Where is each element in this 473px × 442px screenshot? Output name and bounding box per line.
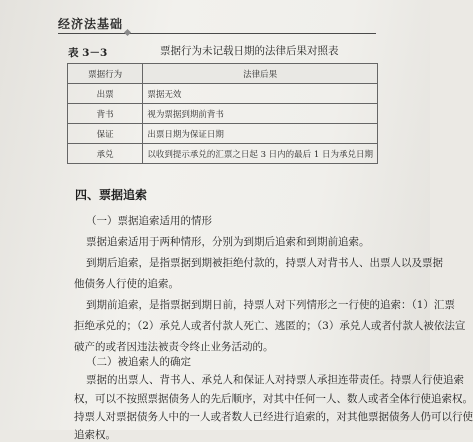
header-rule — [58, 33, 376, 34]
running-header-title: 经济法基础 — [58, 17, 124, 31]
body-line: 他债务人行使的追索。 — [74, 278, 179, 290]
body-line: 票据追索适用于两种情形，分别为到期后追索和到期前追索。 — [86, 236, 370, 248]
table-label: 表 3－3 — [68, 47, 108, 59]
body-line: 到期前追索，是指票据到期日前，持票人对下列情形之一行使的追索：（1）汇票 — [86, 299, 455, 311]
table-header-row — [68, 64, 378, 84]
table-row — [68, 144, 378, 164]
header-ornament-icon — [124, 29, 131, 36]
cell-action: 承兑 — [68, 144, 143, 164]
cell-result: 出票日期为保证日期 — [143, 124, 378, 144]
table-row — [68, 124, 378, 144]
body-line: 票据的出票人、背书人、承兑人和保证人对持票人承担连带责任。持票人行使追索 — [86, 374, 464, 386]
cell-action: 背书 — [68, 104, 143, 124]
cell-result: 视为票据到期前背书 — [143, 104, 378, 124]
cell-result: 以收到提示承兑的汇票之日起 3 日内的最后 1 日为承兑日期 — [143, 144, 378, 164]
body-line: 追索权。 — [74, 429, 116, 441]
body-line: 拒绝承兑的；（2）承兑人或者付款人死亡、逃匿的；（3）承兑人或者付款人被依法宣 — [74, 320, 466, 332]
cell-action: 保证 — [68, 124, 143, 144]
body-line: 持票人对票据债务人中的一人或者数人已经进行追索的，对其他票据债务人仍可以行使 — [74, 411, 473, 423]
body-line: （二）被追索人的确定 — [86, 356, 191, 368]
table-row — [68, 104, 378, 124]
table-row — [68, 84, 378, 104]
body-line: 权，可以不按照票据债务人的先后顺序，对其中任何一人、数人或者全体行使追索权。 — [74, 393, 473, 405]
body-line: （一）票据追索适用的情形 — [86, 215, 212, 227]
body-line: 破产的或者因违法被责令终止业务活动的。 — [74, 341, 274, 353]
column-header-result: 法律后果 — [143, 64, 378, 84]
legal-consequence-table — [67, 63, 378, 164]
body-line: 到期后追索，是指票据到期被拒绝付款的，持票人对背书人、出票人以及票据 — [86, 257, 443, 269]
column-header-action: 票据行为 — [68, 64, 143, 84]
table-caption: 票据行为未记载日期的法律后果对照表 — [160, 45, 339, 57]
cell-action: 出票 — [68, 84, 143, 104]
cell-result: 票据无效 — [143, 84, 378, 104]
section-heading: 四、票据追索 — [75, 188, 148, 202]
